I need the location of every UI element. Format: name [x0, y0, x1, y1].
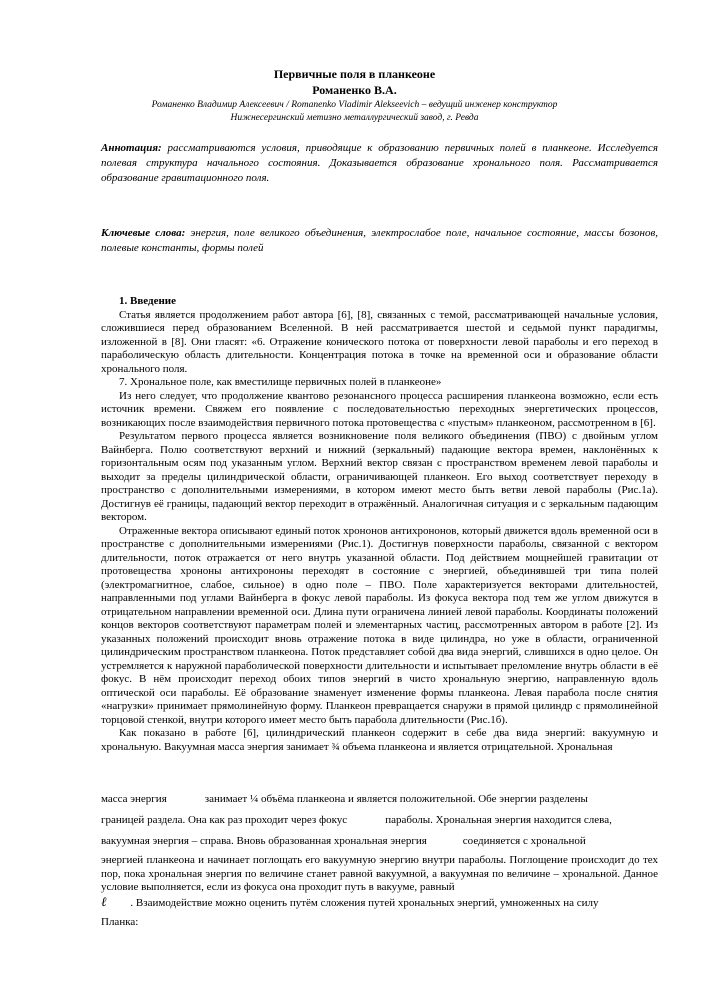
abstract: [101, 141, 658, 186]
text-fragment: . Взаимодействие можно оценить путём сложения путей хрональных энергий, умноженных на силу: [130, 897, 599, 909]
affiliation-line-2: Нижнесергинский метизно металлургический завод, г. Ревда: [230, 113, 479, 123]
paragraph: Как показано в работе [6], цилиндрический планкеон содержит в себе два вида энергий: вакуумную и хрональную. Вакуумная масса энергия занимает ¾ объема планкеона и является отрицательной. Хрональная: [101, 727, 658, 753]
text-line: [101, 813, 658, 827]
script-l-symbol: ℓ: [101, 894, 107, 909]
paragraph: Статья является продолжением работ автора [6], [8], связанных с темой, рассматривающей начальные условия, сложившиеся перед образованием Вселенной. В ней рассматривается шестой и седьмой пункт парадигмы, изложенной в [8]. Они гласят: «6. Отражение конического потока от поверхности левой параболы и его переход в параболическую область длительности. Концентрация потока в точке на временной оси и образование области хронального поля.: [101, 308, 658, 375]
paragraph: Отраженные вектора описывают единый поток хрононов антихрононов, который движется вдоль временной оси в пространстве с дополнительными измерениями (Рис.1). Достигнув поверхности параболы, связанной с вектором длительности, поток отражается от него внутрь указанной области. Под действием мощнейшей гравитации от протовещества хрононы антихрононы переходят в состояние с энергией, объединявшей три типа полей (электромагнитное, слабое, сильное) в одно поле – ПВО. Поле характеризуется векторами длительностей, направленными под углами Вайнберга в фокус левой параболы. Из фокуса вектора под тем же углом движутся в отрицательном направлении временной оси. Длина пути ограничена линией левой параболы. Координаты положений концов векторов соответствуют параметрам полей и элементарных частиц, рассмотренных автором в работе [2]. Из указанных положений происходит вновь отражение потока в виде цилиндра, но уже в области, ограниченной цилиндрическим пространством планкеона. Поток представляет собой два вида энергий, слившихся в одно целое. Он устремляется к наружной параболической поверхности длительности и испытывает преломление внутрь области в её фокус. В нём происходит переход обоих типов энергий в чисто хрональную энергию, направленную вдоль оптической оси параболы. Её образование знаменует изменение формы планкеона. Левая парабола после снятия «нагрузки» принимает прямолинейную форму. Планкеон превращается снаружи в прямой цилиндр с прямолинейной торцовой стенкой, внутри которого имеет место быть парабола длительности (Рис.1б).: [101, 524, 658, 726]
text-fragment: границей раздела. Она как раз проходит через фокус: [101, 814, 348, 826]
text-fragment: параболы. Хрональная энергия находится слева,: [385, 814, 612, 826]
keywords-text: энергия, поле великого объединения, электрослабое поле, начальное состояние, массы бозонов, полевые константы, формы полей: [101, 227, 658, 254]
affiliation-line-1: Романенко Владимир Алексеевич / Romanenko Vladimir Alekseevich – ведущий инженер конструктор: [151, 100, 558, 110]
paper-title: Первичные поля в планкеоне: [273, 67, 436, 81]
keywords-label: Ключевые слова:: [101, 227, 186, 239]
text-line: [101, 792, 658, 806]
paragraph: Из него следует, что продолжение квантово резонансного процесса расширения планкеона возможно, если есть источник времени. Свяжем его появление с последовательностью переходных энергетических процессов, возникающих после взаимодействия первичного потока протовещества с «пустым» планкеоном, рассмотренном в [6].: [101, 389, 658, 429]
text-line: [101, 895, 658, 910]
paragraph-block: [101, 854, 658, 895]
text-fragment: Планка:: [101, 916, 139, 928]
text-fragment: соединяется с хрональной: [462, 835, 586, 847]
author-name: Романенко В.А.: [312, 83, 397, 97]
paragraph: энергией планкеона и начинает поглощать его вакуумную энергию внутри параболы. Поглощение происходит до тех пор, пока хрональная энергия по величине станет равной вакуумной, а вакуумная по величине – хрональной. Данное условие выполняется, если из фокуса она проходит путь в вакууме, равный: [101, 854, 658, 893]
text-line: [101, 834, 658, 848]
text-fragment: занимает ¼ объёма планкеона и является положительной. Обе энергии разделены: [204, 793, 588, 805]
section-heading: 1. Введение: [119, 295, 177, 307]
abstract-text: рассматриваются условия, приводящие к образованию первичных полей в планкеоне. Исследуется полевая структура начального состояния. Доказывается образование хронального поля. Рассматривается образование гравитационного поля.: [101, 142, 658, 184]
section-introduction: [101, 295, 658, 754]
paragraph: Результатом первого процесса является возникновение поля великого объединения (ПВО) с двойным углом Вайнберга. Полю соответствуют верхний и нижний (зеркальный) падающие вектора времен, наклонённых к горизонтальным осям под указанным углом. Верхний вектор связан с пространством временем левой параболы и выходит за пределы цилиндрической области, ограничивающей планкеон. Его выход соответствует переходу в пространство с дополнительными измерениями, в котором имеют место быть ветви левой параболы (Рис.1а). Достигнув её границы, падающий вектор переходит в отражённый. Аналогичная ситуация и с зеркальным падающим вектором.: [101, 430, 658, 523]
text-line: [101, 915, 658, 929]
abstract-label: Аннотация:: [101, 142, 162, 154]
keywords: [101, 226, 658, 256]
text-fragment: масса энергия: [101, 793, 167, 805]
text-fragment: вакуумная энергия – справа. Вновь образованная хрональная энергия: [101, 835, 427, 847]
paragraph: 7. Хрональное поле, как вместилище первичных полей в планкеоне»: [119, 376, 442, 388]
